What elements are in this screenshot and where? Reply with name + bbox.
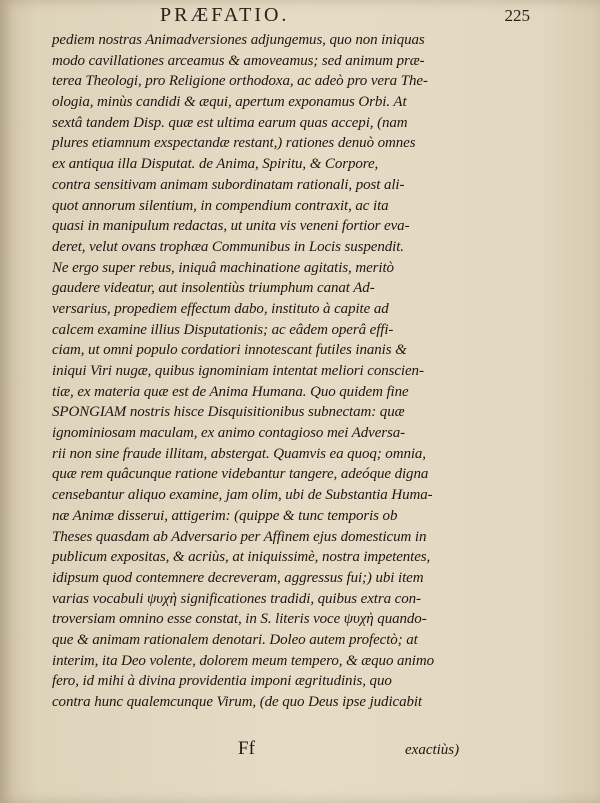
signature-mark: Ff xyxy=(238,738,255,759)
text-line: interim, ita Deo volente, dolorem meum tempero, & æquo animo xyxy=(52,652,434,669)
text-line: fero, id mihi à divina providentia imponi ægritudinis, quo xyxy=(52,673,392,690)
text-line: publicum expositas, & acriùs, at iniquissimè, nostra impetentes, xyxy=(52,549,431,566)
text-line: que & animam rationalem denotari. Doleo autem profectò; at xyxy=(52,631,418,648)
text-line: varias vocabuli ψυχὴ significationes tradidi, quibus extra con- xyxy=(52,590,421,607)
text-line: contra sensitivam animam subordinatam rationali, post ali- xyxy=(52,176,405,193)
body-text xyxy=(52,30,460,713)
text-line: censebantur aliquo examine, jam olim, ubi de Substantia Huma- xyxy=(52,487,433,504)
text-line: sextâ tandem Disp. quæ est ultima earum quas accepi, (nam xyxy=(52,114,408,131)
text-line: troversiam omnino esse constat, in S. literis voce ψυχὴ quando- xyxy=(52,611,427,628)
text-line: ologia, minùs candidi & æqui, apertum exponamus Orbi. At xyxy=(52,94,407,111)
text-line: næ Animæ disserui, attigerim: (quippe & tunc temporis ob xyxy=(52,507,398,524)
text-line: contra hunc qualemcunque Virum, (de quo Deus ipse judicabit xyxy=(52,694,423,710)
text-line: idipsum quod contemnere decreveram, aggressus fui;) ubi item xyxy=(52,569,424,586)
text-line: ex antiqua illa Disputat. de Anima, Spiritu, & Corpore, xyxy=(52,156,379,173)
text-line: Theses quasdam ab Adversario per Affinem ejus domesticum in xyxy=(52,528,427,545)
text-line: calcem examine illius Disputationis; ac eâdem operâ effi- xyxy=(52,321,394,338)
text-line: quasi in manipulum redactas, ut unita vis veneni fortior eva- xyxy=(52,218,410,235)
text-line: gaudere videatur, aut insolentiùs triumphum canat Ad- xyxy=(52,280,375,297)
text-line: versarius, propediem effectum dabo, instituto à capite ad xyxy=(52,300,389,317)
text-line: pediem nostras Animadversiones adjungemus, quo non iniquas xyxy=(52,32,425,48)
text-line: terea Theologi, pro Religione orthodoxa, ac adeò pro vera The- xyxy=(52,73,428,90)
running-head: PRÆFATIO. xyxy=(160,4,290,26)
catchword: exactiùs) xyxy=(405,742,460,758)
text-line: rii non sine fraude illitam, abstergat. Quamvis ea quoq; omnia, xyxy=(52,445,426,462)
text-line: quot annorum silentium, in compendium contraxit, ac ita xyxy=(52,197,389,214)
page-number: 225 xyxy=(504,6,530,25)
page-footer xyxy=(0,738,600,768)
text-line: iniqui Viri nugæ, quibus ignominiam intentat meliori conscien- xyxy=(52,363,424,379)
page-header xyxy=(0,2,600,26)
text-line: ignominiosam maculam, ex animo contagioso mei Adversa- xyxy=(52,425,406,442)
text-line: quæ rem quâcunque ratione videbantur tangere, adeóque digna xyxy=(52,466,429,483)
text-line: plures etiamnum exspectandæ restant,) rationes denuò omnes xyxy=(52,135,416,152)
text-line: tiæ, ex materia quæ est de Anima Humana. Quo quidem fine xyxy=(52,383,409,400)
text-line: ciam, ut omni populo cordatiori innotescant futiles inanis & xyxy=(52,342,407,359)
text-line: modo cavillationes arceamus & amoveamus; sed animum præ- xyxy=(52,52,425,69)
text-line: SPONGIAM nostris hisce Disquisitionibus subnectam: quæ xyxy=(52,404,405,421)
text-line: Ne ergo super rebus, iniquâ machinatione agitatis, meritò xyxy=(52,259,394,276)
text-line: deret, velut ovans trophæa Communibus in Locis suspendit. xyxy=(52,238,404,255)
